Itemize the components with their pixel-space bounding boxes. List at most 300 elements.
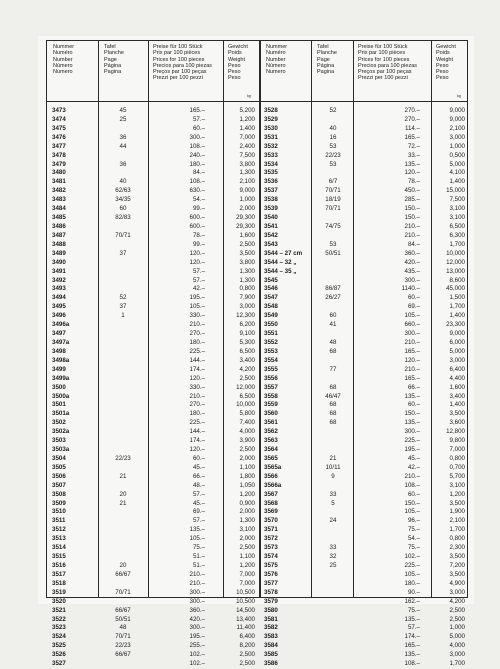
price: 1140.–: [401, 285, 420, 293]
weight: 5,800: [239, 410, 255, 418]
price: 165.–: [189, 107, 205, 114]
weight: 3,500: [449, 499, 465, 507]
item-number: 3486: [52, 222, 66, 230]
price-table: [46, 40, 468, 668]
table-row: [47, 446, 259, 455]
price: 75.–: [407, 606, 420, 614]
weight: 1,700: [449, 660, 465, 668]
weight: 7,000: [449, 446, 465, 454]
weight: 2,100: [449, 124, 465, 132]
plate-number: 52: [329, 107, 337, 114]
item-number: 3473: [52, 107, 66, 114]
weight: 9,000: [449, 330, 465, 338]
header-line: Numéro: [53, 50, 73, 57]
weight: 2,500: [239, 660, 255, 668]
header-tafel-left: [104, 44, 124, 75]
item-number: 3488: [52, 240, 66, 248]
item-number: 3498a: [52, 356, 70, 364]
table-row: [260, 455, 467, 464]
table-row: [47, 134, 259, 143]
table-row: [260, 553, 467, 562]
table-row: [260, 419, 467, 428]
price: 270.–: [189, 401, 205, 409]
header-line: Página: [104, 62, 122, 69]
table-row: [260, 366, 467, 375]
table-row: [47, 660, 259, 669]
table-row: [47, 535, 259, 544]
item-number: 3479: [52, 160, 66, 168]
item-number: 3496a: [52, 321, 70, 329]
table-row: [260, 107, 467, 116]
table-row: [47, 107, 259, 116]
header-line: Pagina: [104, 69, 122, 76]
table-row: [47, 348, 259, 357]
price: 48.–: [192, 481, 205, 489]
weight: 4,200: [449, 597, 465, 605]
weight: 9,000: [239, 187, 255, 195]
item-number: 3498: [52, 347, 66, 355]
weight: 12,800: [446, 428, 465, 436]
unit-kg-left: kg: [247, 94, 251, 98]
plate-number: 66/67: [115, 570, 131, 578]
header-line: Prix par 100 pièces: [153, 50, 201, 57]
plate-number: 74/75: [325, 222, 341, 230]
table-row: [260, 393, 467, 402]
table-row: [260, 214, 467, 223]
table-row: [260, 375, 467, 384]
item-number: 3528: [264, 107, 278, 114]
weight: 7,900: [239, 294, 255, 302]
left-table-body: [47, 107, 259, 669]
item-number: 3481: [52, 178, 66, 186]
header-line: Number: [53, 56, 73, 63]
header-line: Prix par 100 pièces: [358, 50, 406, 57]
plate-number: 24: [329, 517, 337, 525]
item-number: 3544 – 35 „: [264, 267, 297, 275]
price: 135.–: [404, 615, 420, 623]
table-row: [47, 250, 259, 259]
item-number: 3510: [52, 508, 66, 516]
item-number: 3529: [264, 115, 278, 123]
item-number: 3517: [52, 570, 66, 578]
header-line: Weight: [436, 56, 454, 63]
price: 33.–: [407, 151, 420, 159]
price: 210.–: [189, 392, 205, 400]
item-number: 3515: [52, 553, 66, 561]
plate-number: 37: [119, 249, 127, 257]
item-number: 3555: [264, 365, 278, 373]
weight: 10,000: [446, 249, 465, 257]
header-line: Preise für 100 Stück: [153, 44, 203, 50]
price: 69.–: [407, 303, 420, 311]
item-number: 3544 – 27 cm: [264, 249, 303, 257]
price: 300.–: [189, 588, 205, 596]
item-number: 3516: [52, 562, 66, 570]
table-row: [47, 544, 259, 553]
table-row: [47, 187, 259, 196]
price: 78.–: [192, 231, 205, 239]
table-row: [47, 419, 259, 428]
table-row: [260, 285, 467, 294]
item-number: 3535: [264, 169, 278, 177]
item-number: 3569: [264, 508, 278, 516]
weight: 1,600: [239, 231, 255, 239]
item-number: 3480: [52, 169, 66, 177]
item-number: 3482: [52, 187, 66, 195]
header-line: Numero: [266, 69, 286, 76]
item-number: 3553: [264, 347, 278, 355]
weight: 2,000: [239, 454, 255, 462]
plate-number: 68: [329, 419, 337, 427]
item-number: 3487: [52, 231, 66, 239]
table-row: [260, 589, 467, 598]
header-line: Prices for 100 pieces: [153, 56, 205, 63]
item-number: 3522: [52, 615, 66, 623]
weight: 3,500: [449, 553, 465, 561]
item-number: 3500a: [52, 392, 70, 400]
price: 120.–: [189, 446, 205, 454]
item-number: 3570: [264, 517, 278, 525]
price: 60.–: [407, 294, 420, 302]
weight: 1,050: [239, 481, 255, 489]
table-row: [260, 241, 467, 250]
table-row: [47, 294, 259, 303]
price: 135.–: [404, 392, 420, 400]
table-row: [47, 607, 259, 616]
item-number: 3500: [52, 383, 66, 391]
weight: 12,300: [236, 312, 255, 320]
table-row: [260, 562, 467, 571]
item-number: 3540: [264, 214, 278, 222]
price: 600.–: [189, 214, 205, 222]
weight: 1,800: [239, 472, 255, 480]
price: 174.–: [189, 365, 205, 373]
table-row: [260, 223, 467, 232]
table-row: [260, 321, 467, 330]
price: 60.–: [192, 454, 205, 462]
table-row: [47, 178, 259, 187]
weight: 6,500: [449, 222, 465, 230]
header-line: Precios para 100 piezas: [358, 62, 418, 69]
weight: 29,300: [236, 222, 255, 230]
table-row: [260, 178, 467, 187]
weight: 1,900: [449, 508, 465, 516]
weight: 3,400: [239, 356, 255, 364]
price: 330.–: [189, 383, 205, 391]
header-line: Número: [266, 62, 286, 69]
weight: 0,700: [449, 463, 465, 471]
item-number: 3502a: [52, 428, 70, 436]
item-number: 3503: [52, 437, 66, 445]
item-number: 3476: [52, 133, 66, 141]
item-number: 3586: [264, 660, 278, 668]
price: 69.–: [192, 508, 205, 516]
plate-number: 40: [329, 124, 337, 132]
header-line: Precios para 100 piezas: [153, 62, 213, 69]
price: 210.–: [404, 222, 420, 230]
header-line: Peso: [436, 62, 449, 69]
item-number: 3581: [264, 615, 278, 623]
price: 51.–: [192, 562, 205, 570]
item-number: 3524: [52, 633, 66, 641]
weight: 13,000: [446, 267, 465, 275]
item-number: 3554: [264, 356, 278, 364]
weight: 6,400: [239, 633, 255, 641]
table-row: [47, 366, 259, 375]
plate-number: 53: [329, 160, 337, 168]
table-row: [260, 232, 467, 241]
table-row: [260, 205, 467, 214]
header-line: Preços par 100 peças: [358, 69, 412, 76]
header-nummer-left: [53, 44, 74, 75]
plate-number: 60: [329, 312, 337, 320]
item-number: 3575: [264, 562, 278, 570]
weight: 45,000: [446, 285, 465, 293]
weight: 3,500: [449, 570, 465, 578]
table-row: [47, 259, 259, 268]
weight: 1,400: [449, 312, 465, 320]
item-number: 3567: [264, 490, 278, 498]
weight: 3,000: [239, 303, 255, 311]
table-row: [47, 482, 259, 491]
weight: 4,900: [449, 579, 465, 587]
weight: 7,200: [449, 562, 465, 570]
weight: 2,500: [239, 651, 255, 659]
plate-number: 5: [331, 499, 335, 507]
plate-number: 62/63: [115, 187, 131, 195]
table-row: [260, 196, 467, 205]
table-row: [47, 642, 259, 651]
item-number: 3503a: [52, 446, 70, 454]
item-number: 3563: [264, 437, 278, 445]
price: 105.–: [404, 312, 420, 320]
price: 165.–: [404, 133, 420, 141]
price: 135.–: [404, 419, 420, 427]
header-line: Preços par 100 peças: [153, 69, 207, 76]
item-number: 3565a: [264, 463, 282, 471]
weight: 2,100: [239, 178, 255, 186]
price: 360.–: [404, 249, 420, 257]
price: 99.–: [192, 205, 205, 213]
table-row: [47, 169, 259, 178]
item-number: 3577: [264, 579, 278, 587]
table-row: [260, 401, 467, 410]
header-line: Number: [266, 56, 286, 63]
item-number: 3531: [264, 133, 278, 141]
table-row: [47, 562, 259, 571]
item-number: 3523: [52, 624, 66, 632]
table-row: [260, 508, 467, 517]
item-number: 3578: [264, 588, 278, 596]
price: 450.–: [404, 187, 420, 195]
header-line: Gewicht: [228, 44, 248, 50]
item-number: 3513: [52, 535, 66, 543]
weight: 7,000: [239, 570, 255, 578]
weight: 6,400: [449, 365, 465, 373]
item-number: 3505: [52, 463, 66, 471]
plate-number: 20: [119, 562, 127, 570]
price: 105.–: [404, 508, 420, 516]
weight: 5,000: [449, 347, 465, 355]
header-line: Peso: [436, 75, 449, 82]
weight: 2,000: [239, 535, 255, 543]
weight: 3,100: [449, 481, 465, 489]
plate-number: 6/7: [328, 178, 338, 186]
table-row: [47, 152, 259, 161]
header-gewicht-right: [436, 44, 456, 82]
table-row: [47, 143, 259, 152]
price: 300.–: [189, 624, 205, 632]
item-number: 3580: [264, 606, 278, 614]
weight: 8,600: [449, 276, 465, 284]
table-row: [47, 624, 259, 633]
header-rule: [47, 101, 467, 102]
weight: 7,000: [239, 133, 255, 141]
price: 54.–: [407, 535, 420, 543]
price: 120.–: [189, 374, 205, 382]
weight: 1,200: [239, 490, 255, 498]
item-number: 3548: [264, 303, 278, 311]
price: 270.–: [189, 330, 205, 338]
weight: 9,800: [449, 437, 465, 445]
header-line: Preise für 100 Stück: [358, 44, 408, 50]
item-number: 3550: [264, 321, 278, 329]
plate-number: 53: [329, 142, 337, 150]
table-row: [260, 187, 467, 196]
item-number: 3499a: [52, 374, 70, 382]
weight: 3,000: [449, 588, 465, 596]
weight: 1,000: [449, 142, 465, 150]
plate-number: 66/67: [115, 606, 131, 614]
weight: 9,100: [239, 330, 255, 338]
item-number: 3485: [52, 214, 66, 222]
plate-number: 68: [329, 401, 337, 409]
header-line: Peso: [228, 69, 241, 76]
weight: 6,200: [239, 321, 255, 329]
header-line: Planche: [104, 50, 124, 57]
header-line: Poids: [436, 50, 450, 57]
weight: 1,100: [239, 553, 255, 561]
header-line: Tafel: [317, 44, 329, 50]
item-number: 3559: [264, 401, 278, 409]
item-number: 3536: [264, 178, 278, 186]
header-line: Numéro: [266, 50, 286, 57]
price: 195.–: [189, 294, 205, 302]
item-number: 3556: [264, 374, 278, 382]
price: 174.–: [404, 633, 420, 641]
item-number: 3541: [264, 222, 278, 230]
price: 120.–: [404, 356, 420, 364]
right-table-body: [260, 107, 467, 669]
table-row: [47, 633, 259, 642]
plate-number: 52: [119, 294, 127, 302]
price: 300.–: [189, 597, 205, 605]
weight: 10,000: [236, 401, 255, 409]
table-row: [47, 303, 259, 312]
price: 105.–: [189, 535, 205, 543]
item-number: 3549: [264, 312, 278, 320]
table-row: [260, 464, 467, 473]
weight: 5,300: [239, 338, 255, 346]
table-row: [260, 607, 467, 616]
weight: 1,400: [449, 401, 465, 409]
plate-number: 33: [329, 490, 337, 498]
plate-number: 68: [329, 347, 337, 355]
table-row: [47, 598, 259, 607]
price: 150.–: [404, 499, 420, 507]
plate-number: 25: [119, 115, 127, 123]
price: 114.–: [404, 124, 420, 132]
price: 165.–: [404, 347, 420, 355]
item-number: 3552: [264, 338, 278, 346]
price: 165.–: [404, 642, 420, 650]
table-row: [260, 152, 467, 161]
table-row: [47, 500, 259, 509]
plate-number: 20: [119, 490, 127, 498]
table-row: [47, 214, 259, 223]
plate-number: 70/71: [115, 588, 131, 596]
price: 96.–: [407, 517, 420, 525]
item-number: 3583: [264, 633, 278, 641]
table-row: [260, 500, 467, 509]
price: 420.–: [404, 258, 420, 266]
item-number: 3527: [52, 660, 66, 668]
weight: 1,100: [239, 463, 255, 471]
item-number: 3560: [264, 410, 278, 418]
table-row: [47, 589, 259, 598]
item-number: 3478: [52, 151, 66, 159]
weight: 6,500: [239, 347, 255, 355]
plate-number: 36: [119, 160, 127, 168]
price: 45.–: [192, 463, 205, 471]
price: 135.–: [189, 526, 205, 534]
item-number: 3511: [52, 517, 66, 525]
plate-number: 45: [119, 107, 127, 114]
table-row: [260, 143, 467, 152]
weight: 23,300: [446, 321, 465, 329]
table-row: [260, 598, 467, 607]
price: 300.–: [189, 133, 205, 141]
price: 330.–: [189, 312, 205, 320]
item-number: 3497: [52, 330, 66, 338]
table-row: [47, 205, 259, 214]
item-number: 3572: [264, 535, 278, 543]
plate-number: 44: [119, 142, 127, 150]
unit-kg-right: kg: [457, 94, 461, 98]
weight: 12,000: [236, 383, 255, 391]
weight: 3,500: [449, 410, 465, 418]
table-row: [47, 223, 259, 232]
price: 57.–: [192, 517, 205, 525]
item-number: 3474: [52, 115, 66, 123]
weight: 3,000: [449, 356, 465, 364]
weight: 3,000: [449, 651, 465, 659]
header-line: Prices for 100 pieces: [358, 56, 410, 63]
weight: 1,300: [239, 169, 255, 177]
price: 66.–: [407, 383, 420, 391]
header-preise-right: [358, 44, 417, 82]
price: 105.–: [404, 570, 420, 578]
price: 60.–: [407, 401, 420, 409]
item-number: 3492: [52, 276, 66, 284]
table-row: [260, 303, 467, 312]
price: 660.–: [404, 321, 420, 329]
price: 108.–: [404, 660, 420, 668]
header-line: Peso: [228, 62, 241, 69]
item-number: 3579: [264, 597, 278, 605]
price: 135.–: [404, 160, 420, 168]
weight: 7,500: [239, 151, 255, 159]
